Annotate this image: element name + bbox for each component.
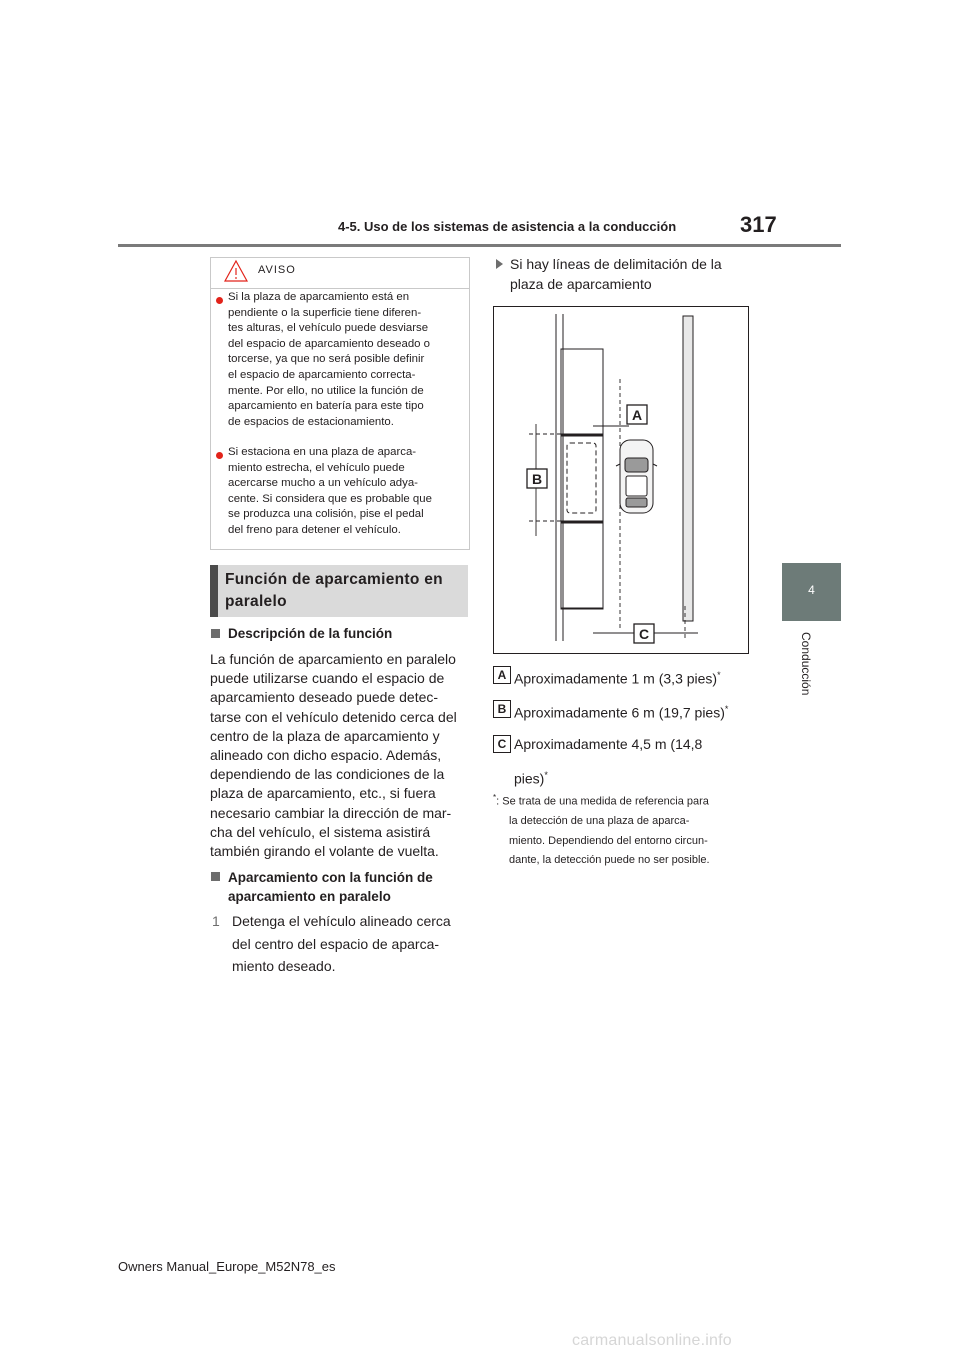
footnote: *: Se trata de una medida de referencia para la detección de una plaza de aparca- miento. Dependiendo del entorno circun- dante, la detección puede no ser posible. xyxy=(493,793,710,867)
description-heading: Descripción de la función xyxy=(228,626,393,641)
bullet-icon xyxy=(216,297,223,304)
parking-diagram xyxy=(493,306,749,654)
legend-key-c: C xyxy=(493,735,511,753)
legend-key-a: A xyxy=(493,666,511,684)
warning-divider xyxy=(210,288,470,289)
parking-heading: Aparcamiento con la función de aparcamiento en paralelo xyxy=(228,870,433,904)
warning-item-1: Si la plaza de aparcamiento está en pendiente o la superficie tiene diferen- tes alturas, el vehículo puede desviarse del espacio de aparcamiento deseado o torcerse, ya que no será posible definir el espacio de aparcamiento correcta- mente. Por ello, no utilice la función de aparcamiento en batería para este tipo de espacios de estacionamiento. xyxy=(228,291,431,428)
footer-text: Owners Manual_Europe_M52N78_es xyxy=(118,1259,336,1274)
step-text: Detenga el vehículo alineado cerca del centro del espacio de aparca- miento deseado. xyxy=(232,913,451,974)
chapter-number: 4 xyxy=(808,583,815,597)
car-icon xyxy=(616,440,657,513)
page-number: 317 xyxy=(740,212,777,237)
watermark: carmanualsonline.info xyxy=(572,1332,732,1349)
case-heading: Si hay líneas de delimitación de la plaza de aparcamiento xyxy=(510,256,722,292)
section-heading-bar xyxy=(210,565,218,617)
chapter-label: Conducción xyxy=(799,632,813,696)
square-bullet-icon xyxy=(211,629,220,638)
warning-triangle-icon xyxy=(223,259,249,283)
step-number: 1 xyxy=(212,913,220,929)
header-rule xyxy=(118,244,841,247)
bullet-icon xyxy=(216,452,223,459)
svg-text:B: B xyxy=(531,471,543,487)
road-line xyxy=(683,316,693,621)
diagram-label-C xyxy=(634,624,654,643)
svg-text:C: C xyxy=(638,626,650,642)
section-header: 4-5. Uso de los sistemas de asistencia a la conducción xyxy=(338,219,677,234)
legend-text-a: Aproximadamente 1 m (3,3 pies)* xyxy=(514,670,721,687)
legend-text-c: Aproximadamente 4,5 m (14,8 xyxy=(514,736,703,752)
svg-text:A: A xyxy=(631,407,643,423)
legend-text-c-cont: pies)* xyxy=(514,770,548,787)
warning-item-2: Si estaciona en una plaza de aparca- miento estrecha, el vehículo puede acercarse mucho a un vehículo adya- cente. Si considera que es probable que se produzca una colisión, pise el pedal del freno para detener el vehículo. xyxy=(228,446,432,536)
legend-key-b: B xyxy=(493,700,511,718)
legend-text-b: Aproximadamente 6 m (19,7 pies)* xyxy=(514,704,729,721)
description-text: La función de aparcamiento en paralelo puede utilizarse cuando el espacio de aparcamiento deseado puede detec- tarse con el vehículo detenido cerca del centro de la plaza de aparcamiento y alineado con dicho espacio. Además, dependiendo de las condiciones de la plaza de aparcamiento, etc., si fuera necesario cambiar la dirección de mar- cha del vehículo, el sistema asistirá también girando el volante de vuelta. xyxy=(210,651,457,860)
square-bullet-icon xyxy=(211,872,220,881)
chapter-label-wrap xyxy=(797,632,813,712)
diagram-label-B xyxy=(527,469,547,488)
diagram-label-A xyxy=(627,405,647,424)
arrow-bullet-icon xyxy=(496,259,503,269)
warning-title: AVISO xyxy=(258,264,296,276)
section-title: Función de aparcamiento en paralelo xyxy=(225,571,443,610)
